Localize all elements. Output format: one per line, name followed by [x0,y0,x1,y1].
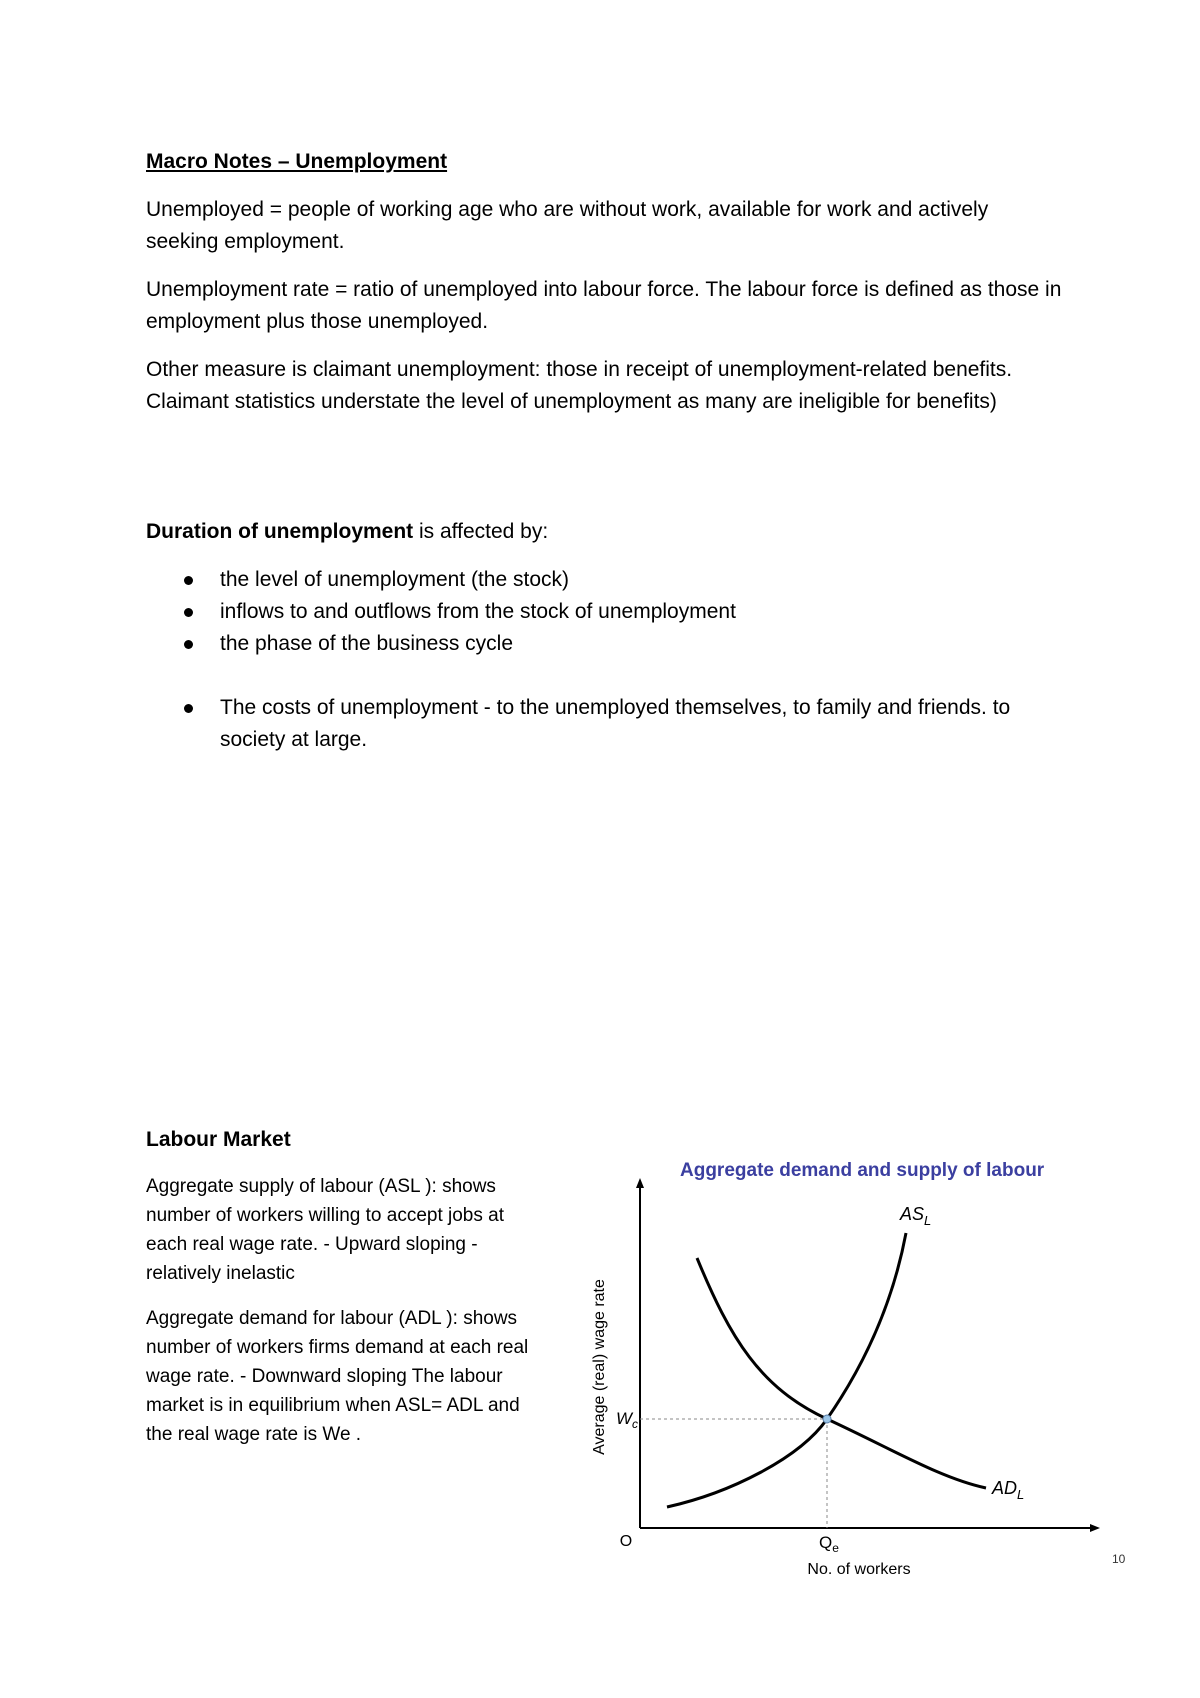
asl-description: Aggregate supply of labour (ASL ): shows number of workers willing to accept jobs at each real wage rate. - Upward sloping - relatively inelastic [146,1176,504,1284]
bullet-icon [184,640,193,649]
chart-title: Aggregate demand and supply of labour [680,1160,1045,1181]
ad-curve-label: $AD_L$ [992,1478,1025,1502]
list-item: the phase of the business cycle [146,628,1066,660]
origin-label: O [619,1533,633,1550]
costs-bullet-list [146,692,1066,756]
bullet-icon [184,576,193,585]
wage-label: $W_c$ [616,1409,639,1431]
x-axis-arrow-icon [1090,1524,1100,1532]
chart-svg [580,1148,1140,1588]
definition-unemployment-rate: Unemployment rate = ratio of unemployed into labour force. The labour force is defined as those in employment plus those unemployed. [146,278,1062,333]
page-title: Macro Notes – Unemployment [146,150,448,173]
bullet-icon [184,608,193,617]
quantity-label: $Q_e$ [819,1533,839,1555]
page-number: 10 [1112,1552,1126,1566]
labour-market-chart [580,1148,1140,1588]
duration-rest: is affected by: [413,520,549,543]
definition-claimant-unemployment: Other measure is claimant unemployment: those in receipt of unemployment-related benefits. Claimant statistics understate the level of unemployment as many are ineligible for benefits) [146,358,1013,413]
equilibrium-point [823,1415,831,1423]
list-item: The costs of unemployment - to the unemployed themselves, to family and friends. to society at large. [146,692,1066,756]
ad-curve [697,1258,986,1488]
bullet-icon [184,704,193,713]
definition-unemployed: Unemployed = people of working age who are without work, available for work and actively seeking employment. [146,198,989,253]
y-axis-label: Average (real) wage rate [591,1279,608,1455]
adl-description: Aggregate demand for labour (ADL ): shows number of workers firms demand at each real wage rate. - Downward sloping The labour market is in equilibrium when ASL= ADL and the real wage rate is We . [146,1308,529,1445]
as-curve-label: $AS_L$ [900,1204,932,1228]
duration-bullet-list [146,564,1066,660]
duration-bold: Duration of unemployment [146,520,414,543]
labour-market-heading: Labour Market [146,1128,291,1151]
list-item: the level of unemployment (the stock) [146,564,1066,596]
duration-heading [146,516,1066,548]
x-axis-label: No. of workers [807,1561,911,1578]
y-axis-arrow-icon [636,1178,644,1188]
list-item: inflows to and outflows from the stock of unemployment [146,596,1066,628]
